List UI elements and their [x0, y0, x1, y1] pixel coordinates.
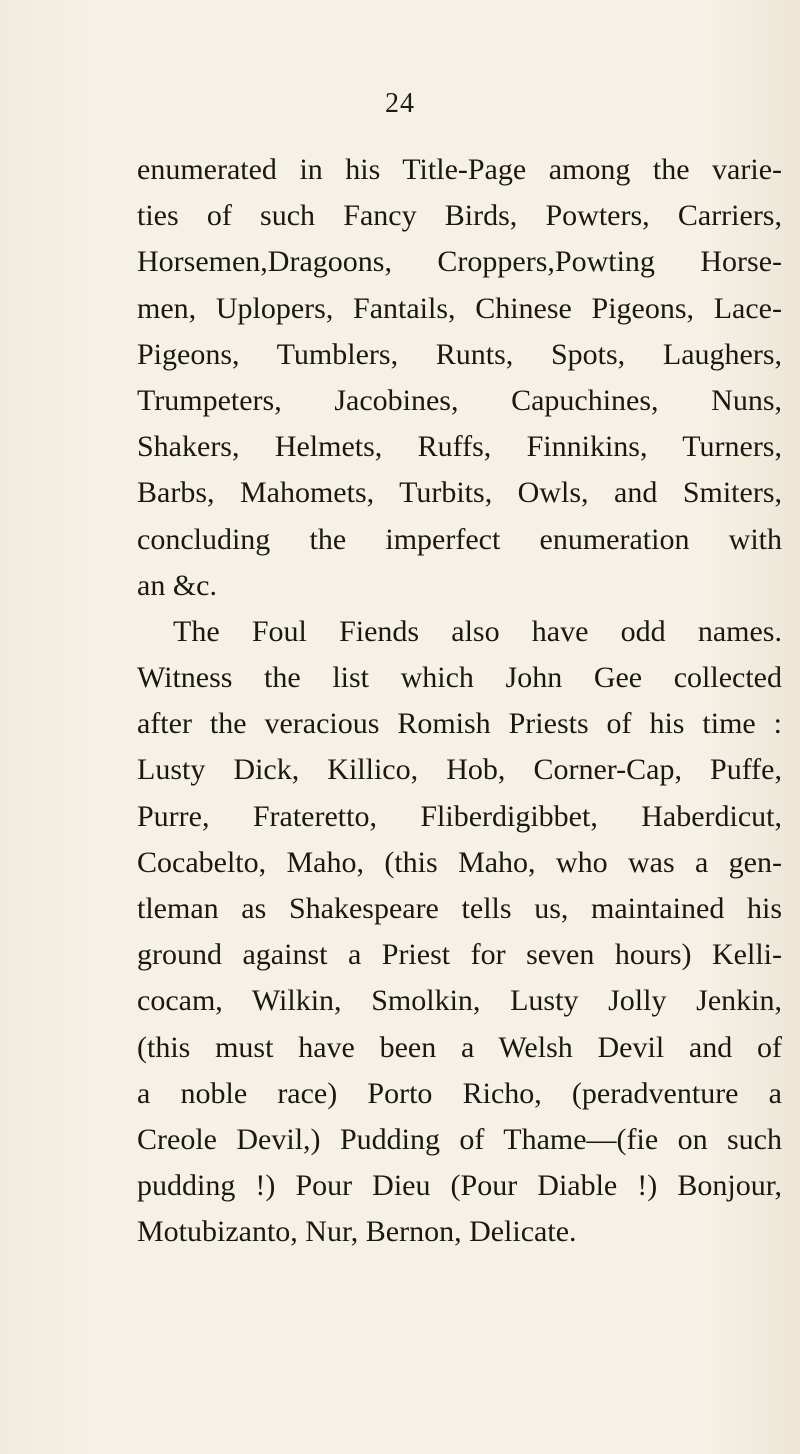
text-line: Cocabelto, Maho, (this Maho, who was a gen- [137, 845, 782, 879]
text-line: The Foul Fiends also have odd names. [173, 614, 782, 648]
text-line: Pigeons, Tumblers, Runts, Spots, Laughers, [137, 337, 782, 371]
text-line: Shakers, Helmets, Ruffs, Finnikins, Turners, [137, 430, 782, 464]
text-line: men, Uplopers, Fantails, Chinese Pigeons, Lace- [137, 291, 782, 325]
text-line: Lusty Dick, Killico, Hob, Corner-Cap, Puffe, [137, 753, 782, 787]
text-line: tleman as Shakespeare tells us, maintained his [137, 892, 782, 925]
text-line: Horsemen,Dragoons, Croppers,Powting Horse- [137, 245, 782, 279]
text-line: cocam, Wilkin, Smolkin, Lusty Jolly Jenkin, [137, 984, 782, 1018]
text-line: Barbs, Mahomets, Turbits, Owls, and Smiters, [137, 476, 782, 510]
text-line: Witness the list which John Gee collected [137, 661, 782, 695]
text-line: after the veracious Romish Priests of his time : [137, 707, 782, 741]
text-line: Motubizanto, Nur, Bernon, Delicate. [137, 1215, 577, 1249]
text-line: Purre, Frateretto, Fliberdigibbet, Haberdicut, [137, 799, 782, 833]
text-line: an &c. [137, 568, 217, 602]
text-line: ground against a Priest for seven hours) Kelli- [137, 938, 782, 972]
text-line: pudding !) Pour Dieu (Pour Diable !) Bonjour, [137, 1169, 782, 1203]
text-line: a noble race) Porto Richo, (peradventure a [137, 1076, 782, 1110]
text-line: concluding the imperfect enumeration with [137, 522, 782, 556]
text-line: Creole Devil,) Pudding of Thame—(fie on such [137, 1122, 782, 1156]
text-line: (this must have been a Welsh Devil and of [137, 1030, 782, 1064]
text-line: Trumpeters, Jacobines, Capuchines, Nuns, [137, 383, 782, 417]
text-line: ties of such Fancy Birds, Powters, Carriers, [137, 199, 782, 233]
text-line: enumerated in his Title-Page among the varie- [137, 153, 782, 186]
page-number: 24 [385, 88, 415, 119]
body-text [137, 147, 782, 1256]
